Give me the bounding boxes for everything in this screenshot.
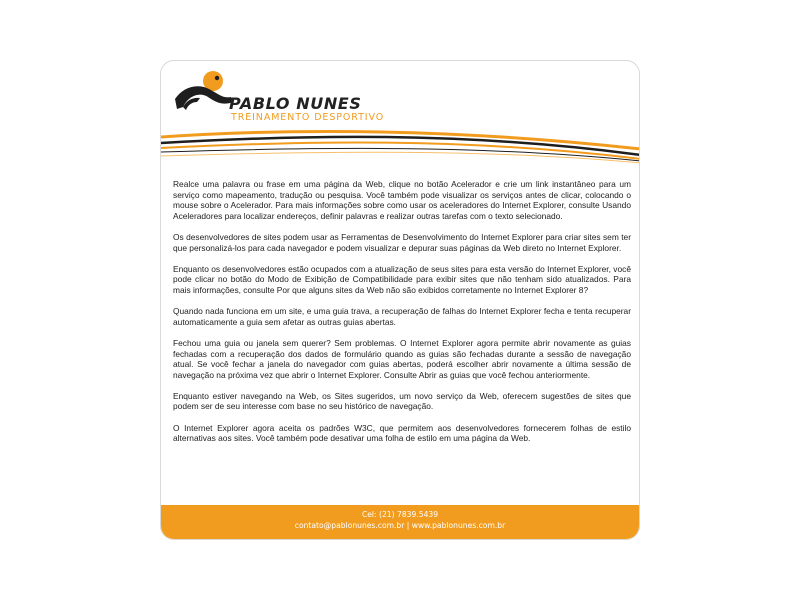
paragraph: Enquanto estiver navegando na Web, os Sites sugeridos, um novo serviço da Web, oferecem sugestões de sites que podem ser de seu interesse com base no seu histórico de navegação. (173, 390, 631, 412)
paragraph: Quando nada funciona em um site, e uma guia trava, a recuperação de falhas do Internet Explorer fecha e tenta recuperar automaticamente a guia sem afetar as outras guias abertas. (173, 306, 631, 327)
paragraph: Fechou uma guia ou janela sem querer? Sem problemas. O Internet Explorer agora permite abrir novamente as guias fechadas com a recuperação dos dados de formulário quando as guias são fechadas durante a sessão de navegação atual. Se você fechar a janela do navegador com guias abertas, poderá escolher abrir novamente a última sessão de navegação na próxima vez que abrir o Internet Explorer. Consulte Abrir as guias que você fechou anteriormente. (173, 337, 631, 380)
running-figure-logo-icon (173, 69, 235, 115)
body-text (173, 179, 631, 454)
decorative-swoosh (161, 123, 640, 171)
paragraph: Os desenvolvedores de sites podem usar as Ferramentas de Desenvolvimento do Internet Explorer para criar sites sem ter que personalizá-los para cada navegador e podem visualizar e depurar suas páginas da Web direto no Internet Explorer. (173, 231, 631, 253)
header (161, 61, 639, 171)
footer (161, 505, 639, 539)
footer-contact: contato@pablonunes.com.br | www.pablonunes.com.br (294, 521, 506, 530)
brand-tagline: TREINAMENTO DESPORTIVO (231, 112, 385, 123)
paragraph: Enquanto os desenvolvedores estão ocupados com a atualização de seus sites para esta versão do Internet Explorer, você pode clicar no botão do Modo de Exibição de Compatibilidade para exibir sites que não tenham sido atualizados. Para mais informações, consulte Por que alguns sites da Web não são exibidos corretamente no Internet Explorer 8? (173, 263, 631, 295)
brand-name: PABLO NUNES (229, 94, 362, 113)
newsletter-card (160, 60, 640, 540)
paragraph: O Internet Explorer agora aceita os padrões W3C, que permitem aos desenvolvedores fornecerem folhas de estilo alternativas aos sites. Você também pode desativar uma folha de estilo em uma página da Web. (173, 422, 631, 444)
paragraph: Realce uma palavra ou frase em uma página da Web, clique no botão Acelerador e crie um link instantâneo para um serviço como mapeamento, tradução ou pesquisa. Você também pode visualizar os serviços antes de clicar, colocando o mouse sobre o Acelerador. Para mais informações sobre como usar os aceleradores do Internet Explorer, consulte Usando Aceleradores para localizar endereços, definir palavras e realizar outras tarefas com o texto selecionado. (173, 179, 631, 221)
footer-phone: Cel: (21) 7839.5439 (361, 510, 439, 519)
